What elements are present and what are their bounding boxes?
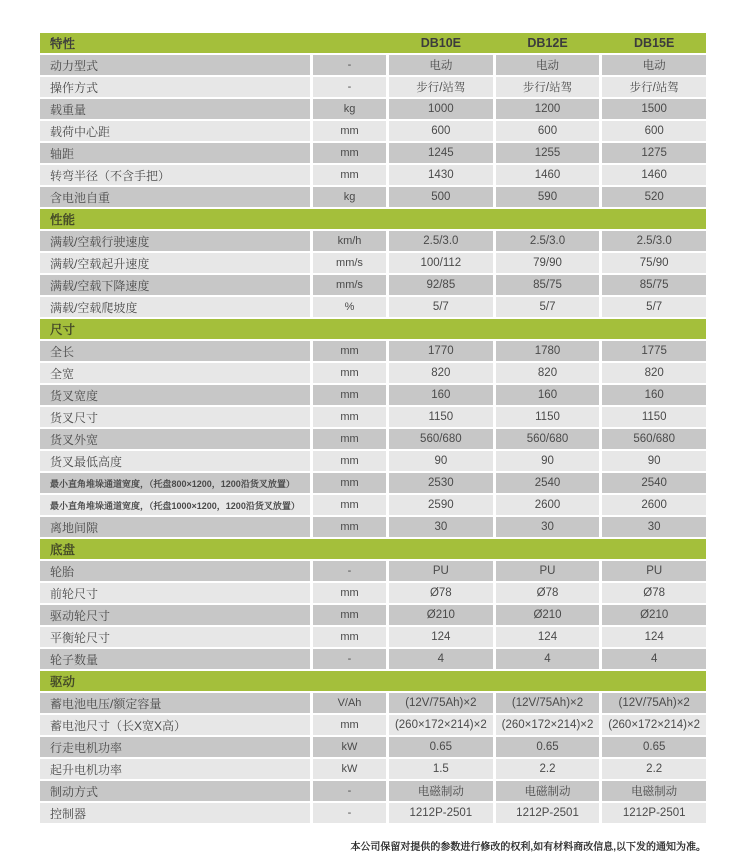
row-value: 30 <box>389 517 493 537</box>
row-label: 控制器 <box>40 803 310 823</box>
row-value: 4 <box>496 649 600 669</box>
row-label: 行走电机功率 <box>40 737 310 757</box>
section-title: 底盘 <box>50 543 76 557</box>
header-unit-cell <box>313 33 386 53</box>
spec-row <box>40 451 706 471</box>
row-value: 85/75 <box>496 275 600 295</box>
row-value: 1200 <box>496 99 600 119</box>
row-value: 4 <box>389 649 493 669</box>
row-value: 2530 <box>389 473 493 493</box>
row-value: 590 <box>496 187 600 207</box>
spec-row <box>40 253 706 273</box>
row-value: 步行/站驾 <box>389 77 493 97</box>
row-unit: mm <box>313 605 386 625</box>
row-label: 蓄电池尺寸（长X宽X高） <box>40 715 310 735</box>
row-value: 5/7 <box>602 297 706 317</box>
row-label: 满载/空载行驶速度 <box>40 231 310 251</box>
row-value: 600 <box>602 121 706 141</box>
row-value: 2590 <box>389 495 493 515</box>
row-unit: - <box>313 561 386 581</box>
row-value: 124 <box>602 627 706 647</box>
row-value: 1770 <box>389 341 493 361</box>
row-unit: - <box>313 781 386 801</box>
row-value: 2600 <box>496 495 600 515</box>
spec-row <box>40 429 706 449</box>
row-label: 货叉外宽 <box>40 429 310 449</box>
row-label: 满载/空载起升速度 <box>40 253 310 273</box>
row-unit: kW <box>313 759 386 779</box>
row-value: 2600 <box>602 495 706 515</box>
row-value: 1245 <box>389 143 493 163</box>
spec-row <box>40 803 706 823</box>
row-value: 0.65 <box>389 737 493 757</box>
row-value: Ø78 <box>602 583 706 603</box>
spec-row <box>40 715 706 735</box>
row-unit: mm <box>313 385 386 405</box>
row-value: Ø210 <box>389 605 493 625</box>
spec-row <box>40 781 706 801</box>
row-label: 操作方式 <box>40 77 310 97</box>
row-unit: % <box>313 297 386 317</box>
row-value: 电动 <box>389 55 493 75</box>
row-value: 1212P-2501 <box>496 803 600 823</box>
row-unit: - <box>313 803 386 823</box>
row-label: 载重量 <box>40 99 310 119</box>
row-unit: V/Ah <box>313 693 386 713</box>
row-unit: mm <box>313 517 386 537</box>
spec-row <box>40 55 706 75</box>
row-label: 货叉宽度 <box>40 385 310 405</box>
row-value: 160 <box>389 385 493 405</box>
row-value: 步行/站驾 <box>496 77 600 97</box>
row-value: 1255 <box>496 143 600 163</box>
section-title: 性能 <box>50 213 76 227</box>
row-unit: mm/s <box>313 275 386 295</box>
row-value: 1780 <box>496 341 600 361</box>
row-value: 电磁制动 <box>496 781 600 801</box>
spec-row <box>40 473 706 493</box>
row-value: (12V/75Ah)×2 <box>602 693 706 713</box>
row-value: 4 <box>602 649 706 669</box>
spec-row <box>40 517 706 537</box>
row-label: 起升电机功率 <box>40 759 310 779</box>
row-label: 转弯半径（不含手把） <box>40 165 310 185</box>
row-value: (260×172×214)×2 <box>602 715 706 735</box>
row-label: 前轮尺寸 <box>40 583 310 603</box>
row-unit: - <box>313 77 386 97</box>
row-value: 5/7 <box>496 297 600 317</box>
row-value: 1500 <box>602 99 706 119</box>
row-value: 2540 <box>496 473 600 493</box>
row-value: 2540 <box>602 473 706 493</box>
row-label: 含电池自重 <box>40 187 310 207</box>
row-value: 30 <box>602 517 706 537</box>
header-model-db12e: DB12E <box>527 36 568 50</box>
row-label: 货叉尺寸 <box>40 407 310 427</box>
spec-row <box>40 561 706 581</box>
row-label: 最小直角堆垛通道宽度，（托盘1000×1200，1200沿货叉放置） <box>40 495 310 515</box>
row-value: 90 <box>496 451 600 471</box>
row-value: 600 <box>389 121 493 141</box>
row-value: 124 <box>389 627 493 647</box>
spec-row <box>40 231 706 251</box>
table-header-row <box>40 33 706 53</box>
row-value: PU <box>389 561 493 581</box>
row-value: 2.2 <box>496 759 600 779</box>
row-value: 90 <box>389 451 493 471</box>
row-value: 1000 <box>389 99 493 119</box>
row-unit: mm <box>313 583 386 603</box>
spec-row <box>40 165 706 185</box>
row-value: 820 <box>389 363 493 383</box>
section-title: 尺寸 <box>50 323 76 337</box>
row-value: 85/75 <box>602 275 706 295</box>
row-label: 轴距 <box>40 143 310 163</box>
header-feature-label: 特性 <box>50 37 76 51</box>
row-value: 2.5/3.0 <box>496 231 600 251</box>
row-value: Ø210 <box>602 605 706 625</box>
row-value: 1.5 <box>389 759 493 779</box>
row-label: 满载/空载下降速度 <box>40 275 310 295</box>
spec-row <box>40 275 706 295</box>
row-value: 124 <box>496 627 600 647</box>
row-unit: mm <box>313 143 386 163</box>
row-unit: mm <box>313 451 386 471</box>
spec-row <box>40 297 706 317</box>
table-body <box>40 55 706 823</box>
row-value: 1212P-2501 <box>389 803 493 823</box>
row-value: 1430 <box>389 165 493 185</box>
row-unit: mm <box>313 627 386 647</box>
row-value: 1150 <box>496 407 600 427</box>
row-value: 160 <box>496 385 600 405</box>
spec-row <box>40 605 706 625</box>
row-unit: mm <box>313 121 386 141</box>
row-label: 载荷中心距 <box>40 121 310 141</box>
row-value: 560/680 <box>496 429 600 449</box>
spec-row <box>40 649 706 669</box>
row-value: 0.65 <box>496 737 600 757</box>
row-value: 2.2 <box>602 759 706 779</box>
row-value: 160 <box>602 385 706 405</box>
row-value: 600 <box>496 121 600 141</box>
row-label: 动力型式 <box>40 55 310 75</box>
row-value: 100/112 <box>389 253 493 273</box>
row-value: 0.65 <box>602 737 706 757</box>
spec-row <box>40 627 706 647</box>
row-unit: - <box>313 649 386 669</box>
row-value: (12V/75Ah)×2 <box>389 693 493 713</box>
row-value: 1150 <box>602 407 706 427</box>
row-value: 560/680 <box>389 429 493 449</box>
row-value: 电动 <box>496 55 600 75</box>
row-value: PU <box>602 561 706 581</box>
row-value: (260×172×214)×2 <box>496 715 600 735</box>
spec-row <box>40 99 706 119</box>
row-value: 520 <box>602 187 706 207</box>
disclaimer-text: 本公司保留对提供的参数进行修改的权利,如有材料商改信息,以下发的通知为准。 <box>350 842 706 853</box>
row-unit: kW <box>313 737 386 757</box>
section-header-row <box>40 319 706 339</box>
row-value: 电动 <box>602 55 706 75</box>
row-unit: mm <box>313 495 386 515</box>
row-label: 离地间隙 <box>40 517 310 537</box>
row-value: Ø78 <box>496 583 600 603</box>
section-header-row <box>40 539 706 559</box>
spec-row <box>40 407 706 427</box>
row-unit: mm <box>313 341 386 361</box>
row-unit: mm <box>313 429 386 449</box>
row-label: 轮子数量 <box>40 649 310 669</box>
row-label: 制动方式 <box>40 781 310 801</box>
row-label: 驱动轮尺寸 <box>40 605 310 625</box>
row-value: Ø210 <box>496 605 600 625</box>
row-unit: km/h <box>313 231 386 251</box>
spec-row <box>40 187 706 207</box>
row-value: 92/85 <box>389 275 493 295</box>
section-header-row <box>40 209 706 229</box>
row-value: 75/90 <box>602 253 706 273</box>
row-unit: mm <box>313 165 386 185</box>
row-value: 电磁制动 <box>389 781 493 801</box>
row-label: 平衡轮尺寸 <box>40 627 310 647</box>
row-value: 820 <box>496 363 600 383</box>
spec-row <box>40 363 706 383</box>
row-value: 1460 <box>496 165 600 185</box>
row-unit: - <box>313 55 386 75</box>
row-value: Ø78 <box>389 583 493 603</box>
row-unit: mm <box>313 715 386 735</box>
spec-row <box>40 495 706 515</box>
row-value: 1150 <box>389 407 493 427</box>
row-value: 1275 <box>602 143 706 163</box>
row-value: 820 <box>602 363 706 383</box>
spec-row <box>40 583 706 603</box>
section-title: 驱动 <box>50 675 76 689</box>
spec-row <box>40 759 706 779</box>
row-value: 2.5/3.0 <box>602 231 706 251</box>
row-value: (12V/75Ah)×2 <box>496 693 600 713</box>
spec-row <box>40 385 706 405</box>
row-value: 560/680 <box>602 429 706 449</box>
row-value: (260×172×214)×2 <box>389 715 493 735</box>
row-value: 30 <box>496 517 600 537</box>
row-label: 货叉最低高度 <box>40 451 310 471</box>
row-value: 500 <box>389 187 493 207</box>
row-unit: mm <box>313 363 386 383</box>
row-value: 1775 <box>602 341 706 361</box>
header-model-db10e: DB10E <box>420 36 461 50</box>
spec-row <box>40 341 706 361</box>
row-unit: mm <box>313 407 386 427</box>
row-label: 全长 <box>40 341 310 361</box>
row-value: 5/7 <box>389 297 493 317</box>
spec-table <box>40 33 706 825</box>
row-value: 步行/站驾 <box>602 77 706 97</box>
row-value: 79/90 <box>496 253 600 273</box>
row-unit: kg <box>313 187 386 207</box>
spec-row <box>40 121 706 141</box>
row-unit: mm <box>313 473 386 493</box>
spec-row <box>40 77 706 97</box>
row-label: 轮胎 <box>40 561 310 581</box>
spec-row <box>40 737 706 757</box>
spec-row <box>40 693 706 713</box>
row-unit: mm/s <box>313 253 386 273</box>
row-label: 蓄电池电压/额定容量 <box>40 693 310 713</box>
header-model-db15e: DB15E <box>634 36 675 50</box>
row-value: 2.5/3.0 <box>389 231 493 251</box>
row-unit: kg <box>313 99 386 119</box>
row-label: 最小直角堆垛通道宽度，（托盘800×1200，1200沿货叉放置） <box>40 473 310 493</box>
section-header-row <box>40 671 706 691</box>
row-value: 1212P-2501 <box>602 803 706 823</box>
row-label: 全宽 <box>40 363 310 383</box>
row-value: PU <box>496 561 600 581</box>
spec-row <box>40 143 706 163</box>
row-value: 90 <box>602 451 706 471</box>
row-value: 电磁制动 <box>602 781 706 801</box>
row-label: 满载/空载爬坡度 <box>40 297 310 317</box>
row-value: 1460 <box>602 165 706 185</box>
